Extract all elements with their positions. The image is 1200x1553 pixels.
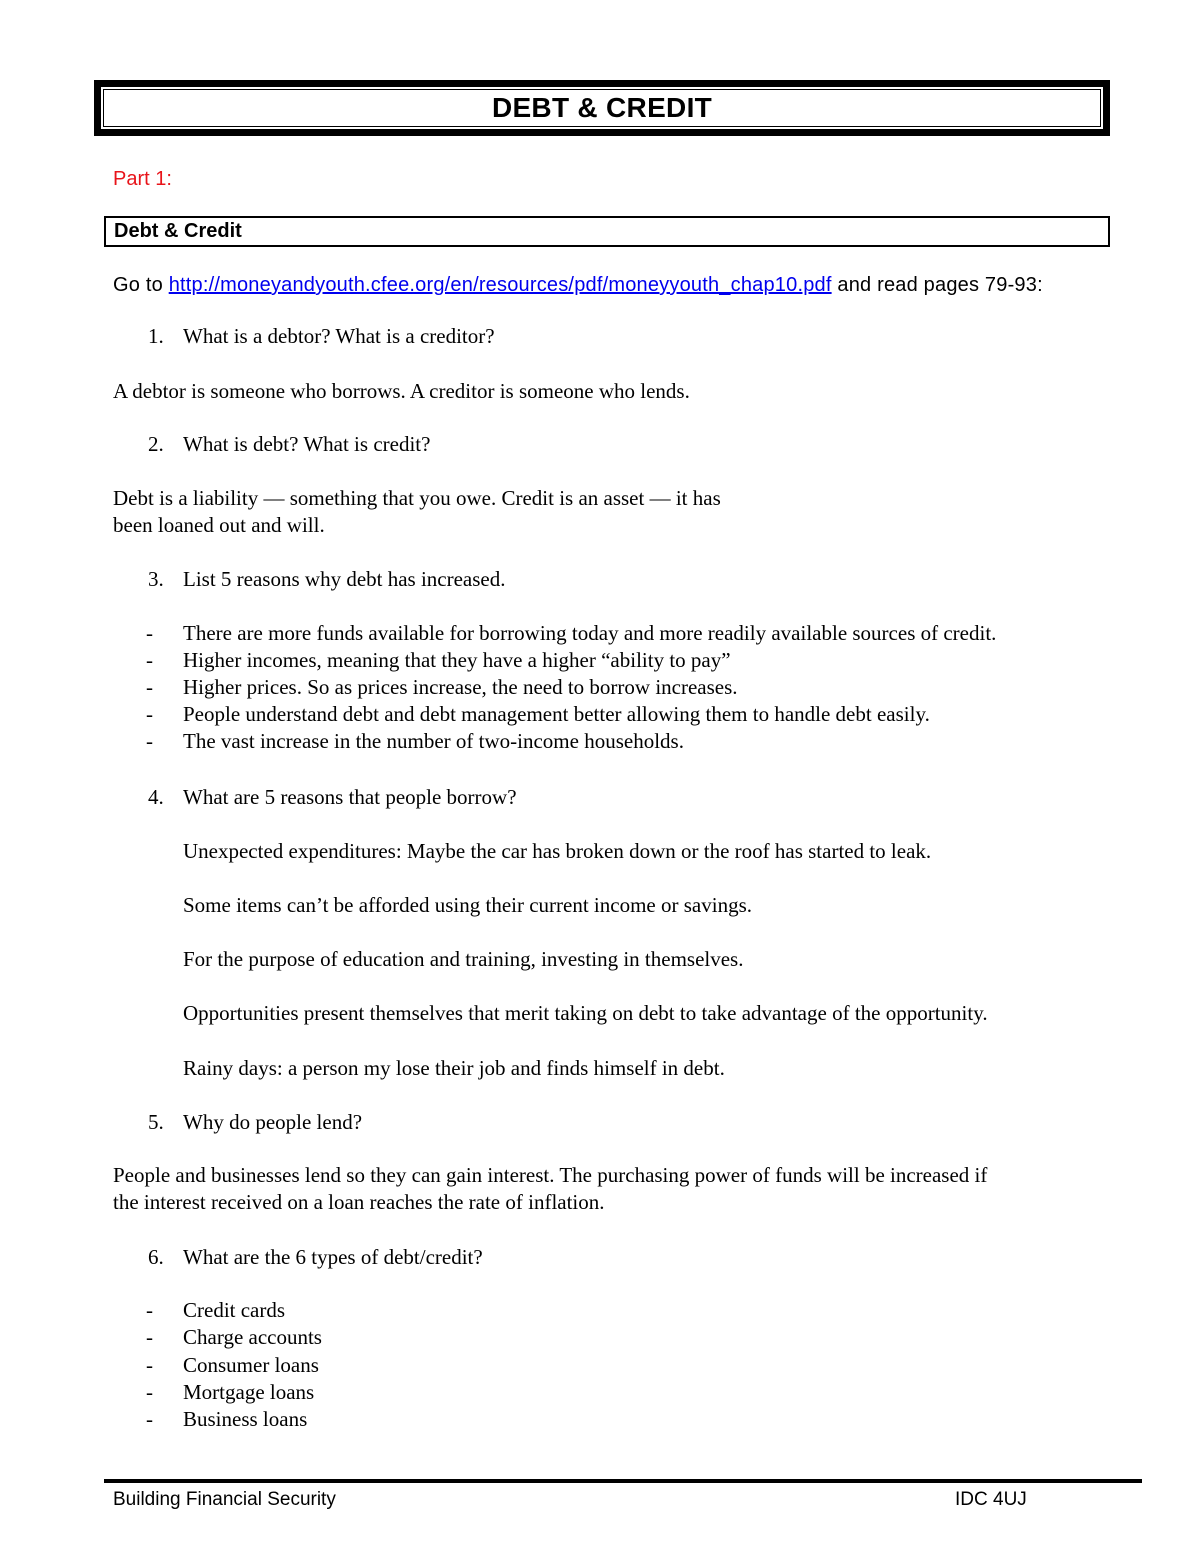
list-item-text: Business loans [183,1407,308,1431]
list-item-text: There are more funds available for borrowing today and more readily available sources of credit. [183,621,997,645]
bullet-dash: - [146,675,153,699]
answer-2-line: been loaned out and will. [113,513,325,537]
question-number: 3. [148,567,164,591]
section-title: Debt & Credit [114,220,242,242]
list-item-text: Mortgage loans [183,1380,315,1404]
question-text: What are 5 reasons that people borrow? [183,785,517,809]
borrow-reason: Rainy days: a person my lose their job and finds himself in debt. [183,1056,725,1080]
bullet-dash: - [146,648,153,672]
question-text: Why do people lend? [183,1110,363,1134]
list-item-text: Consumer loans [183,1353,319,1377]
bullet-dash: - [146,1353,153,1377]
bullet-dash: - [146,1298,153,1322]
borrow-reason: Some items can’t be afforded using their current income or savings. [183,893,752,917]
borrow-reason: Unexpected expenditures: Maybe the car has broken down or the roof has started to leak. [183,839,932,863]
intro-prefix: Go to [113,274,169,296]
part-label: Part 1: [113,168,172,190]
list-item-text: Higher prices. So as prices increase, the need to borrow increases. [183,675,738,699]
question-text: What are the 6 types of debt/credit? [183,1245,483,1269]
footer-course-code: IDC 4UJ [955,1489,1027,1510]
answer-5-line: the interest received on a loan reaches the rate of inflation. [113,1190,605,1214]
list-item-text: The vast increase in the number of two-income households. [183,729,684,753]
question-number: 4. [148,785,164,809]
footer-course-title: Building Financial Security [113,1489,336,1510]
question-text: What is debt? What is credit? [183,432,431,456]
question-number: 2. [148,432,164,456]
bullet-dash: - [146,621,153,645]
answer-2-line: Debt is a liability — something that you owe. Credit is an asset — it has [113,486,721,510]
intro-line [113,274,1043,297]
bullet-dash: - [146,729,153,753]
bullet-dash: - [146,1380,153,1404]
borrow-reason: Opportunities present themselves that merit taking on debt to take advantage of the opportunity. [183,1001,988,1025]
question-text: List 5 reasons why debt has increased. [183,567,506,591]
answer-5-line: People and businesses lend so they can gain interest. The purchasing power of funds will be increased if [113,1163,988,1187]
footer-rule [104,1479,1142,1483]
list-item-text: Higher incomes, meaning that they have a higher “ability to pay” [183,648,731,672]
question-number: 6. [148,1245,164,1269]
page-title: DEBT & CREDIT [491,92,713,123]
question-text: What is a debtor? What is a creditor? [183,324,495,348]
list-item-text: Charge accounts [183,1325,322,1349]
answer-1: A debtor is someone who borrows. A creditor is someone who lends. [113,379,690,403]
list-item-text: Credit cards [183,1298,286,1322]
borrow-reason: For the purpose of education and training, investing in themselves. [183,947,744,971]
title-box [94,80,1110,136]
bullet-dash: - [146,1407,153,1431]
chapter-pdf-link[interactable]: http://moneyandyouth.cfee.org/en/resources/pdf/moneyyouth_chap10.pdf [168,274,832,296]
list-item-text: People understand debt and debt management better allowing them to handle debt easily. [183,702,930,726]
section-box [104,216,1110,247]
bullet-dash: - [146,1325,153,1349]
bullet-dash: - [146,702,153,726]
question-number: 5. [148,1110,164,1134]
intro-suffix: and read pages 79-93: [831,274,1043,296]
question-number: 1. [148,324,164,348]
